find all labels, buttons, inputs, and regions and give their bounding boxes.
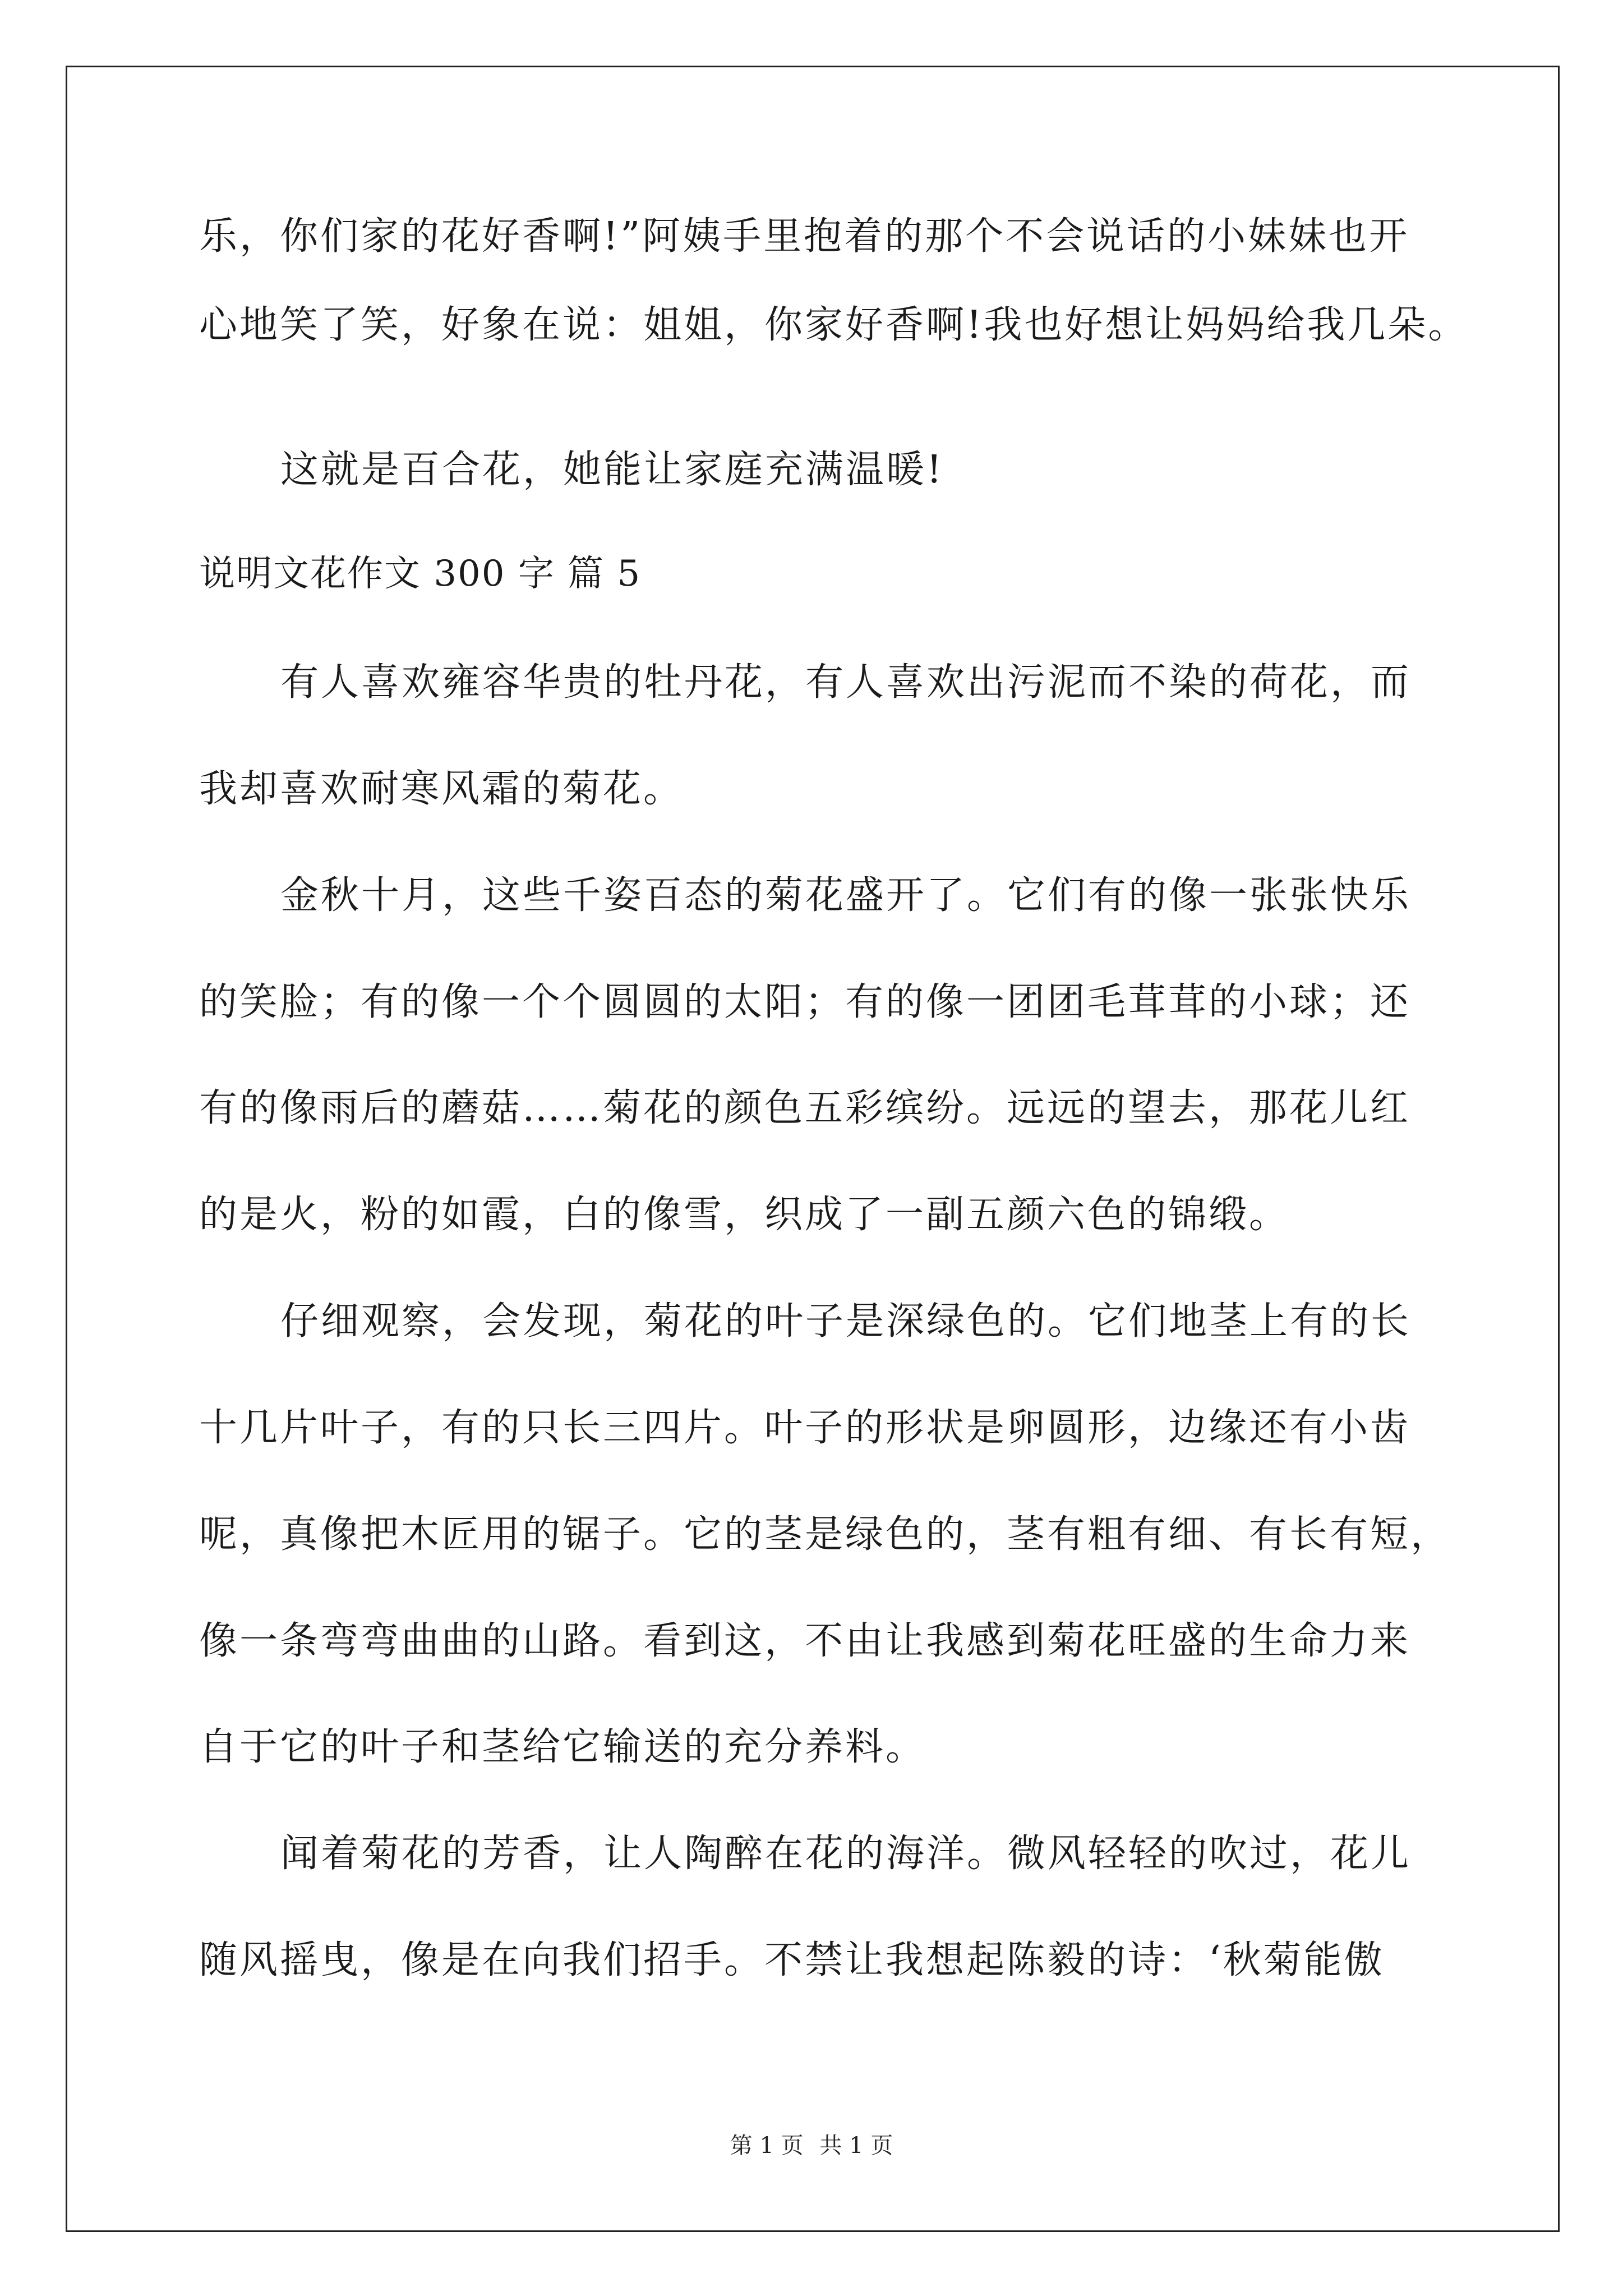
page-footer bbox=[0, 2132, 1623, 2160]
paragraph-line: 这就是百合花，她能让家庭充满温暖! bbox=[280, 448, 944, 492]
page-border bbox=[66, 66, 1560, 2232]
paragraph-line: 十几片叶子，有的只长三四片。叶子的形状是卵圆形，边缘还有小齿 bbox=[199, 1406, 1411, 1450]
paragraph-line: 呢，真像把木匠用的锯子。它的茎是绿色的，茎有粗有细、有长有短， bbox=[199, 1512, 1451, 1557]
paragraph-line: 闻着菊花的芳香，让人陶醉在花的海洋。微风轻轻的吹过，花儿 bbox=[280, 1832, 1412, 1876]
paragraph-line: 的是火，粉的如霞，白的像雪，织成了一副五颜六色的锦缎。 bbox=[199, 1193, 1290, 1237]
paragraph-line: 像一条弯弯曲曲的山路。看到这，不由让我感到菊花旺盛的生命力来 bbox=[199, 1619, 1411, 1663]
page-number: 第 1 页 bbox=[730, 2133, 804, 2159]
page-total: 共 1 页 bbox=[819, 2133, 893, 2159]
paragraph-line: 的笑脸；有的像一个个圆圆的太阳；有的像一团团毛茸茸的小球；还 bbox=[199, 980, 1411, 1024]
paragraph-line: 随风摇曳，像是在向我们招手。不禁让我想起陈毅的诗：‘秋菊能傲 bbox=[199, 1938, 1385, 1982]
paragraph-line: 乐，你们家的花好香啊!”阿姨手里抱着的那个不会说话的小妹妹也开 bbox=[199, 214, 1410, 259]
section-heading: 说明文花作文 300 字 篇 5 bbox=[199, 553, 642, 595]
paragraph-line: 有人喜欢雍容华贵的牡丹花，有人喜欢出污泥而不染的荷花，而 bbox=[280, 660, 1412, 705]
paragraph-line: 仔细观察，会发现，菊花的叶子是深绿色的。它们地茎上有的长 bbox=[280, 1299, 1412, 1343]
paragraph-line: 金秋十月，这些千姿百态的菊花盛开了。它们有的像一张张快乐 bbox=[280, 873, 1412, 918]
paragraph-line: 自于它的叶子和茎给它输送的充分养料。 bbox=[199, 1725, 926, 1769]
paragraph-line: 有的像雨后的蘑菇……菊花的颜色五彩缤纷。远远的望去，那花儿红 bbox=[199, 1086, 1411, 1130]
paragraph-line: 我却喜欢耐寒风霜的菊花。 bbox=[199, 767, 684, 811]
paragraph-line: 心地笑了笑，好象在说：姐姐，你家好香啊!我也好想让妈妈给我几朵。 bbox=[199, 303, 1469, 347]
